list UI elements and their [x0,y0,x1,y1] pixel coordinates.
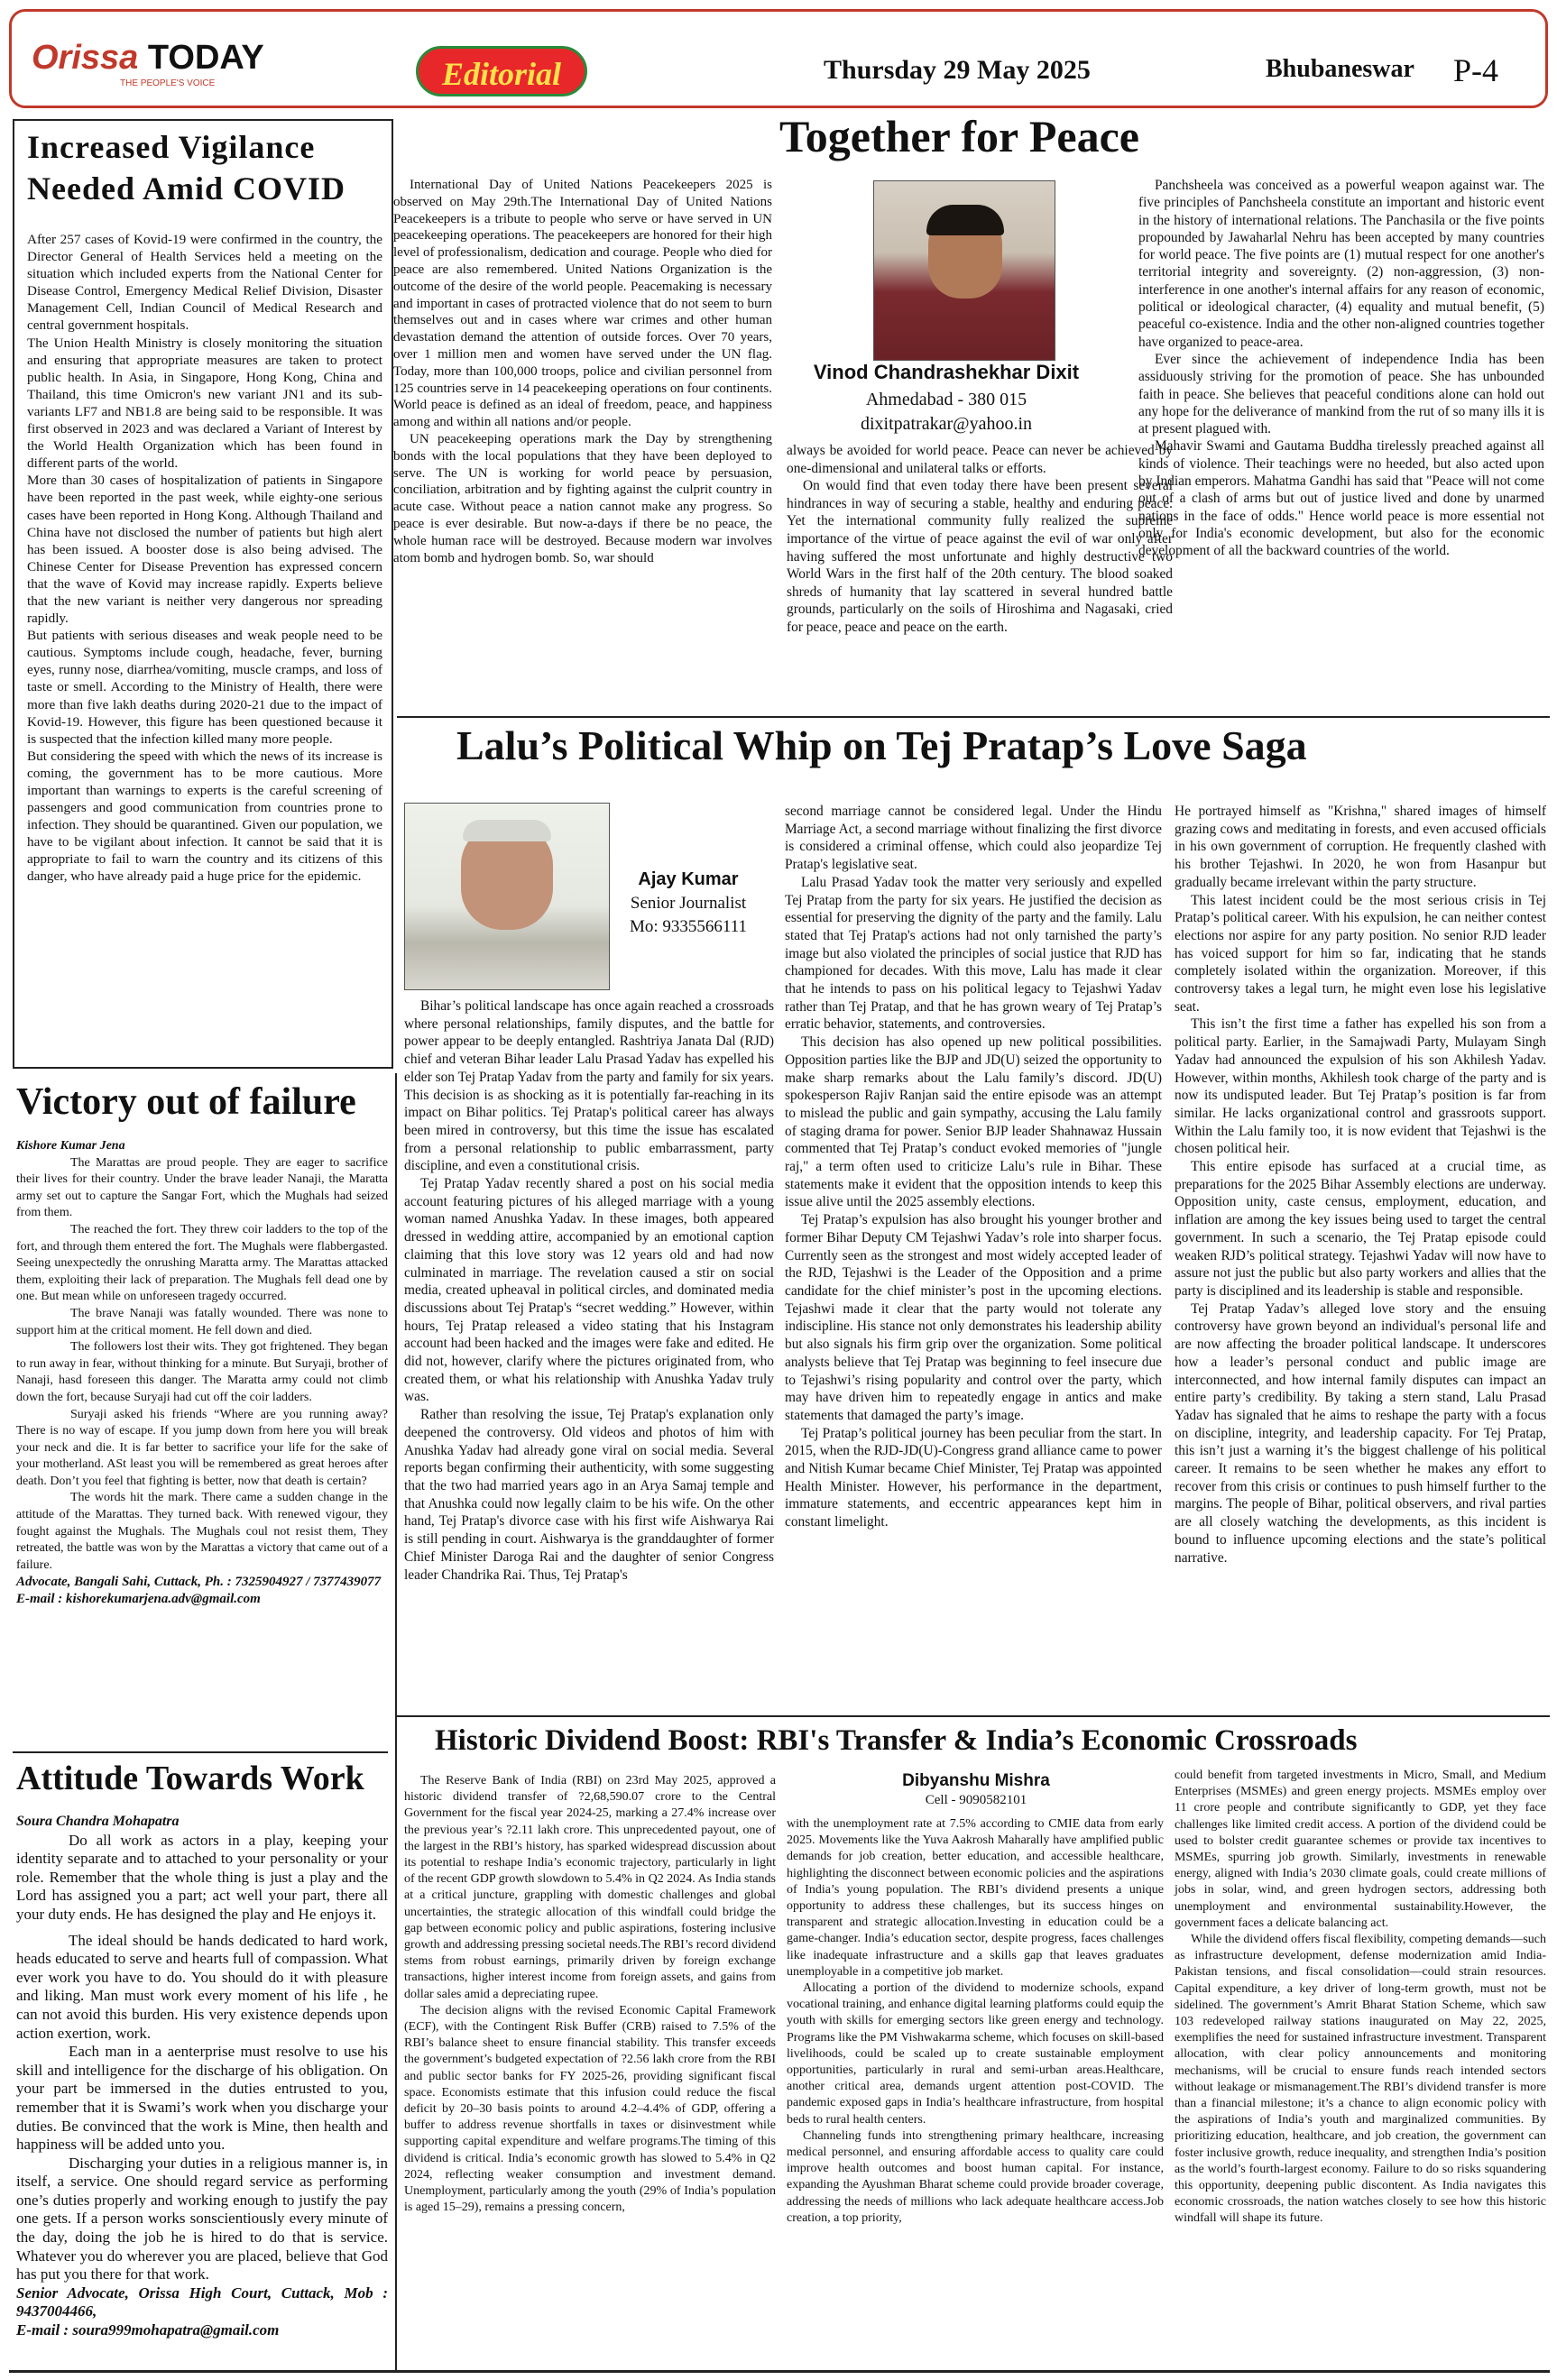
peace-col-1: International Day of United Nations Peacekeepers 2025 is observed on May 29th.The International Day of United Nations Peacekeepers is a tribute to people who serve or have served in UN peacekeeping operations. The peacekeepers are honored for their high level of professionalism, dedication and courage. People who died for peace are also remembered. United Nations Organization is the outcome of the desire of the world people. Peacemaking is necessary and important in cases of protracted violence that do not seem to burn themselves out and in cases where war crimes and other human devastation demand the attention of outside forces. Over 70 years, over 1 million men and women have served under the UN flag. Today, more than 100,000 troops, police and civilian personnel from 125 countries serve in 14 peacekeeping operations on four continents. World peace is defined as an ideal of freedom, peace, and happiness among and within all nations and/or people. UN peacekeeping operations mark the Day by strengthening bonds with the local populations that they have been deployed to serve. The UN is working for world peace by persuasion, conciliation, arbitration and by fighting against the culprit country in acute case. Without peace a nation cannot make any progress. So peace is ever desirable. But now-a-days if there be no peace, the whole human race will be destroyed. Because modern war involves atom bomb and hydrogen bomb. So, war should [393,178,772,565]
lalu-col-3: He portrayed himself as "Krishna," shared images of himself grazing cows and meditating in forests, and even accused officials in his own government of corruption. He frequently clashed with his brother Tejashwi. In 2020, he won from Hasanpur but gradually became irrelevant within the party structure. This latest incident could be the most serious crisis in Tej Pratap’s political career. With his expulsion, he can neither contest elections nor aspire for any party position. No senior RJD leader has voiced support for him so far, indicating that he stands completely isolated within the organization. Moreover, if this controversy takes a legal turn, he might even lose his legislative seat. This isn’t the first time a father has expelled his son from a political party. Earlier, in the Samajwadi Party, Mulayam Singh Yadav had announced the expulsion of his son Akhilesh Yadav. However, within months, Akhilesh took charge of the party and is now its undisputed leader. But Tej Pratap’s position is far from similar. He lacks organizational control and grassroots support. Within the Lalu family too, it is now evident that Tejashwi is the chosen political heir. This entire episode has surfaced at a crucial time, as preparations for the 2025 Bihar Assembly elections are underway. Opposition unity, caste census, employment, education, and inflation are among the key issues being used to target the central government. In such a scenario, the Tej Pratap episode could weaken RJD’s political strategy. Tejashwi Yadav will now have to assure not just the public but also party workers and allies that the party is disciplined and its leadership is stable and responsible. Tej Pratap Yadav’s alleged love story and the ensuing controversy have grown beyond an individual's personal life and are now affecting the broader political landscape. It underscores how a leader’s personal conduct and public image are interconnected, and how internal family disputes can impact an entire party’s credibility. By taking a stern stand, Lalu Prasad Yadav has signaled that he aims to reshape the party with a focus on discipline, integrity, and leadership capacity. For Tej Pratap, this isn’t just a warning it’s the biggest challenge of his political career. It remains to be seen whether he makes any effort to recover from this crisis or continues to push himself further to the margins. The people of Bihar, political observers, and rival parties are all closely watching the developments, as this incident is bound to influence upcoming elections and the state’s political narrative. [1175,804,1546,1566]
peace-author-email[interactable]: dixitpatrakar@yahoo.in [860,414,1033,434]
rbi-col-3: could benefit from targeted investments in Micro, Small, and Medium Enterprises (MSMEs) and green energy projects. MSMEs employ over 11 crore people and contribute significantly to GDP, yet they face challenges like limited credit access. A portion of the dividend could be used to bolster credit guarantee schemes or provide tax incentives to MSMEs, spurring job growth. Similarly, investments in renewable energy, aligned with India’s 2030 climate goals, could create millions of jobs in solar, wind, and green hydrogen sectors, addressing both unemployment and environmental sustainability.However, the government faces a delicate balancing act. While the dividend offers fiscal flexibility, competing demands—such as infrastructure development, defense modernization amid India-Pakistan tensions, and fiscal consolidation—could strain resources. Capital expenditure, a key driver of long-term growth, must not be sidelined. The government’s Amrit Bharat Station Scheme, which saw 103 redeveloped railway stations inaugurated on May 22, 2025, exemplifies the need for sustained infrastructure investment. Transparent allocation, with clear policy announcements and monitoring mechanisms, will be crucial to ensure funds reach intended sectors without leakage or mismanagement.The RBI’s dividend transfer is more than a financial milestone; it’s a chance to align economic policy with the aspirations of India’s youth and marginalized communities. By prioritizing education, healthcare, and job creation, the government can foster inclusive growth, reduce inequality, and strengthen India’s position as the world’s fourth-largest economy. Failure to do so risks squandering this opportunity, deepening public discontent. As India navigates this economic crossroads, the nation watches closely to see how this historic windfall will shape its future. [1175,1769,1546,2226]
peace-author-place: Ahmedabad - 380 015 [865,390,1027,409]
page-number: P-4 [1453,52,1499,88]
rbi-title: Historic Dividend Boost: RBI's Transfer & India’s Economic Crossroads [435,1724,1358,1757]
divider [397,1715,1550,1717]
victory-email: E-mail : kishorekumarjena.adv@gmail.com [16,1592,261,1607]
logo-tagline: THE PEOPLE'S VOICE [120,78,216,88]
attitude-body: Soura Chandra Mohapatra Do all work as actors in a play, keeping your identity separate and to attached to your personality or your role. Remember that the whole thing is just a play and the Lord has assigned you a part; act well your part, there all your duty ends. He has designed the play and He enjoys it. The ideal should be hands dedicated to hard work, heads educated to serve and hearts full of compassion. What ever work you have to do. You should do it with pleasure and liking. Man must work every moment of his life , he can not avoid this burden. His very existence depends upon action exertion, work. Each man in a aenterprise must resolve to use his skill and intelligence for the discharge of his obligation. On your part be immersed in the duties entrusted to you, remember that it is Swami’s work when you discharge your duties. Be convinced that the work is Mine, then health and happiness will be added unto you. Discharging your duties in a religious manner is, in itself, a service. One should regard service as performing one’s duties properly and working enough to justify the pay one gets. If a person works sonscientiously every minute of the day, doing the job he is hired to do that is service. Whatever you do wherever you are placed, believe that God has put you there for that work. Senior Advocate, Orissa High Court, Cuttack, Mob : 9437004466, E-mail : soura999mohapatra@gmail.com [16,1814,388,2339]
rbi-col-1: The Reserve Bank of India (RBI) on 23rd May 2025, approved a historic dividend transfer of ?2,68,590.07 crore to the Central Government for the fiscal year 2024-25, marking a 27.4% increase over the previous year’s ?2.11 lakh crore. This unprecedented payout, one of the largest in the RBI’s history, has sparked widespread discussion about its potential to reshape India’s economic trajectory, particularly in light of the recent GDP growth slowdown to 5.4% in Q2 2024. As India stands at a critical juncture, grappling with domestic challenges and global uncertainties, the strategic allocation of this windfall could bridge the gap between economic policy and public aspirations, fostering inclusive growth and addressing pressing societal needs.The RBI’s record dividend stems from robust earnings, primarily driven by foreign exchange transactions, higher interest income from foreign assets, and gains from dollar sales amid a depreciating rupee. The decision aligns with the revised Economic Capital Framework (ECF), with the Contingent Risk Buffer (CRB) raised to 7.5% of the RBI’s balance sheet to ensure financial stability. This transfer exceeds the government’s budgeted expectation of ?2.56 lakh crore from the RBI and public sector banks for FY 2025-26, providing significant fiscal space. Economists estimate that this infusion could reduce the fiscal deficit by 20–30 basis points to around 4.2–4.4% of GDP, offering a buffer to address revenue shortfalls in taxes or disinvestment while supporting capital expenditure and welfare programs.The timing of this dividend is critical. India’s economic growth has slowed to 5.4% in Q2 2024, reflecting weaker consumption and investment demand. Unemployment, particularly among the youth (29% of India’s population is aged 15–29), remains a pressing concern, [404,1774,776,2215]
victory-address: Advocate, Bangali Sahi, Cuttack, Ph. : 7325904927 / 7377439077 [16,1575,382,1590]
divider [397,716,1550,718]
edition-city: Bhubaneswar [1266,55,1414,83]
attitude-author: Soura Chandra Mohapatra [16,1814,180,1829]
divider [13,1751,388,1753]
peace-col-3: Panchsheela was conceived as a powerful weapon against war. The five principles of Panchsheela constitute an important and historic event in the history of international relations. The Panchasila or the five points propounded by Jawaharlal Nehru has been accepted by many countries for world peace. The five points are (1) mutual respect for one another's territorial integrity and sovereignty. (2) non-aggression, (3) non-interference in one another's internal affairs for any reason of economic, political or ideological character, (4) equality and mutual benefit, (5) peaceful co-existence. India and the other non-aligned countries together have organized to peace-area. Ever since the achievement of independence India has been assiduously striving for the promotion of peace. She has unbounded faith in peace. She believes that peaceful conditions alone can hold out any hope for the deliverance of mankind from the rut of so many ills it is at present plagued with. Mahavir Swami and Gautama Buddha tirelessly preached against all kinds of violence. Their teachings were no heeded, but also acted upon by Indian emperors. Mahatma Gandhi has said that "Peace will not come out of a clash of arms but out of justice lived and done by unarmed nations in the face of odds." Hence world peace is more essential not only for India's economic development, but also for the economic development of all the backward countries of the world. [1138,178,1544,559]
lalu-byline [610,869,767,937]
author-photo-dixit [873,180,1055,361]
lalu-author-role: Senior Journalist [630,894,747,913]
rbi-author-name: Dibyanshu Mishra [902,1771,1050,1790]
issue-date: Thursday 29 May 2025 [824,55,1091,85]
attitude-title: Attitude Towards Work [16,1760,364,1797]
lalu-col-1: Bihar’s political landscape has once again reached a crossroads where personal relationships, family disputes, and the battle for power appear to be deeply entangled. Rashtriya Janata Dal (RJD) chief and veteran Bihar leader Lalu Prasad Yadav has expelled his elder son Tej Pratap Yadav from the party and family for six years. This decision is as shocking as it is potentially far-reaching in its impact on Bihar politics. Tej Pratap's political career has always been mired in controversy, but this time the issue has escalated from a personal relationship to public embarrassment, party discipline, and even a constitutional crisis. Tej Pratap Yadav recently shared a post on his social media account featuring pictures of his alleged marriage with a young woman named Anushka Yadav. In these images, both appeared dressed in wedding attire, accompanied by an emotional caption claiming that this love story was 12 years old and had now culminated in marriage. The revelation caused a stir on social media, created upheaval in political circles, and dominated media discussions about Tej Pratap's “secret wedding.” However, within hours, Tej Pratap released a video stating that his Instagram account had been hacked and the images were fake and edited. He did not, however, clarify where the pictures originated from, who created them, or what his relationship with Anushka Yadav truly was. Rather than resolving the issue, Tej Pratap's explanation only deepened the controversy. Old videos and photos of him with Anushka Yadav had already gone viral on social media. Several reports began confirming their authenticity, with some suggesting that the two had married years ago in an Arya Samaj temple and that Anushka could now legally claim to be his wife. On the other hand, Tej Pratap's divorce case with his first wife Aishwarya Rai is still pending in court. Aishwarya is the granddaughter of former Chief Minister Daroga Rai and the daughter of senior Congress leader Chandrika Rai. Thus, Tej Pratap's [404,998,774,1583]
lalu-title: Lalu’s Political Whip on Tej Pratap’s Love Saga [456,722,1307,768]
peace-title: Together for Peace [779,111,1139,161]
rbi-author-cell: Cell - 9090582101 [925,1793,1027,1807]
victory-body: Kishore Kumar Jena The Marattas are proud people. They are eager to sacrifice their lives for their country. Under the brave leader Nanaji, the Maratta army set out to capture the Sangar Fort, which the Mughals had seized from them. The reached the fort. They threw coir ladders to the top of the fort, and through them entered the fort. The Mughals were flabbergasted. Seeing unexpectedly the onrushing Maratta army. The Marattas attacked them, exploiting their lack of preparation. The Mughals fell dead one by one. But mean while on unforeseen tragedy occurred. The brave Nanaji was fatally wounded. There was none to support him at the critical moment. He fell down and died. The followers lost their wits. They got frightened. They began to run away in fear, without thinking for a minute. But Suryaji, brother of Nanaji, hasd foreseen this danger. The Maratta army could not climb down the fort, because Suryaji had cut off the coir ladders. Suryaji asked his friends “Where are you running away? There is no way of escape. If you jump down from here you will break your neck and die. It is far better to sacrifice your life for the sake of your motherland. ASt least you will be remembered as great heroes after death. Don’t you feel that fighting is better, now that death is certain? The words hit the mark. There came a sudden change in the attitude of the Marattas. They turned back. With renewed vigour, they fought against the Mughals. The Mughals coul not resist them, They retreated, the battle was won by the Marattas a victory that came out of a failure. Advocate, Bangali Sahi, Cuttack, Ph. : 7325904927 / 7377439077 E-mail : kishorekumarjena.adv@gmail.com [16,1139,388,1607]
lalu-author-name: Ajay Kumar [638,869,739,889]
covid-body: After 257 cases of Kovid-19 were confirmed in the country, the Director General of Health Services held a meeting on the situation which included experts from the National Center for Disease Control, Emergency Medical Relief Division, Disaster Management Cell, Indian Council of Medical Research and central government hospitals. The Union Health Ministry is closely monitoring the situation and ensuring that appropriate measures are taken to protect public health. In Asia, in Singapore, Hong Kong, China and Thailand, this time Omicron's new variant JN1 and its sub-variants LF7 and NB1.8 are being said to be responsible. It was first observed in 2023 and was declared a Variant of Interest by the World Health Organization which has been found in different parts of the world. More than 30 cases of hospitalization of patients in Singapore have been reported in the past week, while eighty-one serious cases have been reported in Hong Kong. Although Thailand and China have not disclosed the number of patients but high alert has been issued. A booster dose is also being advised. The Chinese Center for Disease Prevention has expressed concern that the wave of Kovid may increase rapidly. Experts believe that the new variant is neither very dangerous nor spreading rapidly. But patients with serious diseases and weak people need to be cautious. Symptoms include cough, headache, fever, burning eyes, runny nose, diarrhea/vomiting, muscle cramps, and loss of taste or smell. According to the Ministry of Health, there were more than five lakh deaths during 2020-21 due to the impact of Kovid-19. However, this figure has been questioned because it is suspected that the infection killed many more people. But considering the speed with which the news of its increase is coming, the government has to be more cautious. More important than warnings to experts is the careful screening of passengers and good communication from countries prone to infection. They should be quarantined. Given our population, we have to be vigilant about infection. It cannot be said that it is appropriate to fail to warn the country and its citizens of this danger, who have already paid a huge price for the epidemic. [27,232,382,885]
section-label: Editorial [416,46,587,96]
attitude-email: E-mail : soura999mohapatra@gmail.com [16,2321,280,2339]
newspaper-logo[interactable]: Orissa TODAY [32,39,264,77]
peace-author-name: Vinod Chandrashekhar Dixit [813,361,1080,383]
attitude-address: Senior Advocate, Orissa High Court, Cuttack, Mob : 9437004466, [16,2284,388,2320]
lalu-author-mo: Mo: 9335566111 [629,917,747,936]
masthead [9,9,1548,108]
rbi-col-2: with the unemployment rate at 7.5% according to CMIE data from early 2025. Movements like the Yuva Aakrosh Maharally have amplified public demands for job creation, better education, and accessible healthcare, highlighting the disconnect between economic policies and the aspirations of India’s young population. The RBI’s dividend presents a unique opportunity to address these challenges, but its success hinges on transparent and strategic allocation.Investing in education could be a game-changer. India’s education sector, despite progress, faces challenges like inadequate infrastructure and a skills gap that leaves graduates unemployable in a competitive job market. Allocating a portion of the dividend to modernize schools, expand vocational training, and enhance digital learning platforms could equip the youth with skills for emerging sectors like green energy and technology. Programs like the PM Vishwakarma scheme, which focuses on skill-based livelihoods, could be scaled up to create sustainable employment opportunities, particularly in rural and semi-urban areas.Healthcare, another critical area, demands urgent attention post-COVID. The pandemic exposed gaps in India’s healthcare infrastructure, from hospital beds to rural health centers. Channeling funds into strengthening primary healthcare, increasing medical personnel, and ensuring affordable access to quality care could improve health outcomes and boost human capital. For instance, expanding the Ayushman Bharat scheme could provide broader coverage, addressing the needs of millions who lack adequate healthcare access.Job creation, a top priority, [787,1817,1164,2225]
column-divider [395,1073,397,2372]
peace-byline [790,361,1102,435]
victory-title: Victory out of failure [16,1081,356,1123]
author-photo-ajay [404,803,610,990]
rbi-byline [787,1771,1165,1808]
covid-article [13,119,393,1069]
lalu-col-2: second marriage cannot be considered legal. Under the Hindu Marriage Act, a second marriage without finalizing the first divorce is considered a criminal offense, which could also jeopardize Tej Pratap's legislative seat. Lalu Prasad Yadav took the matter very seriously and expelled Tej Pratap from the party for six years. He justified the decision as essential for preserving the dignity of the party and the family. Lalu stated that Tej Pratap's actions had not only tarnished the party’s image but also violated the principles of social justice that RJD has championed for decades. With this move, Lalu has made it clear that he intends to pass on his political legacy to Tejashwi Yadav rather than Tej Pratap, and that he has grown weary of Tej Pratap’s erratic behavior, statements, and controversies. This decision has also opened up new political possibilities. Opposition parties like the BJP and JD(U) seized the opportunity to make sharp remarks about the Lalu family’s discord. JD(U) spokesperson Rajiv Ranjan said the entire episode was an attempt to mislead the public and gain sympathy, accusing the Lalu family of staging drama for power. Senior BJP leader Shahnawaz Hussain commented that Tej Pratap’s conduct evoked memories of "jungle raj," a term often used to criticize Lalu’s rule in Bihar. These statements make it evident that the opposition intends to keep this issue alive until the 2025 assembly elections. Tej Pratap’s expulsion has also brought his younger brother and former Bihar Deputy CM Tejashwi Yadav’s role into sharper focus. Currently seen as the strongest and most widely accepted leader of the RJD, Tejashwi is the Leader of the Opposition and a prime candidate for the chief minister’s post in the upcoming elections. Tejashwi made it clear that the party would not tolerate any indiscipline. His stance not only demonstrates his leadership ability but also signals his firm grip over the organization. Some political analysts believe that Tej Pratap was beginning to feel insecure due to Tejashwi’s rising popularity and control over the party, which may have driven him to repeatedly engage in antics and make statements that damaged the party’s image. Tej Pratap’s political journey has been peculiar from the start. In 2015, when the RJD-JD(U)-Congress grand alliance came to power and Nitish Kumar became Chief Minister, Tej Pratap was appointed Health Minister. However, his performance in the department, immature statements, and eccentric appearances kept him in constant limelight. [785,804,1162,1530]
footer-rule [9,2370,1550,2373]
victory-author: Kishore Kumar Jena [16,1139,125,1153]
covid-title: Increased Vigilance Needed Amid COVID [27,129,346,207]
peace-col-2: always be avoided for world peace. Peace can never be achieved by one-dimensional and unilateral talks or efforts. On would find that even today there have been present several hindrances in way of securing a stable, healthy and enduring peace. Yet the international community fully realized the supreme importance of the virtue of peace against the evil of war only after having suffered the most unfortunate and highly destructive two World Wars in the first half of the 20th century. The blood soaked shreds of humanity that lay scattered in several hundred battle grounds, particularly on the soils of Hiroshima and Nagasaki, cried for peace, peace and peace on the earth. [787,443,1173,635]
